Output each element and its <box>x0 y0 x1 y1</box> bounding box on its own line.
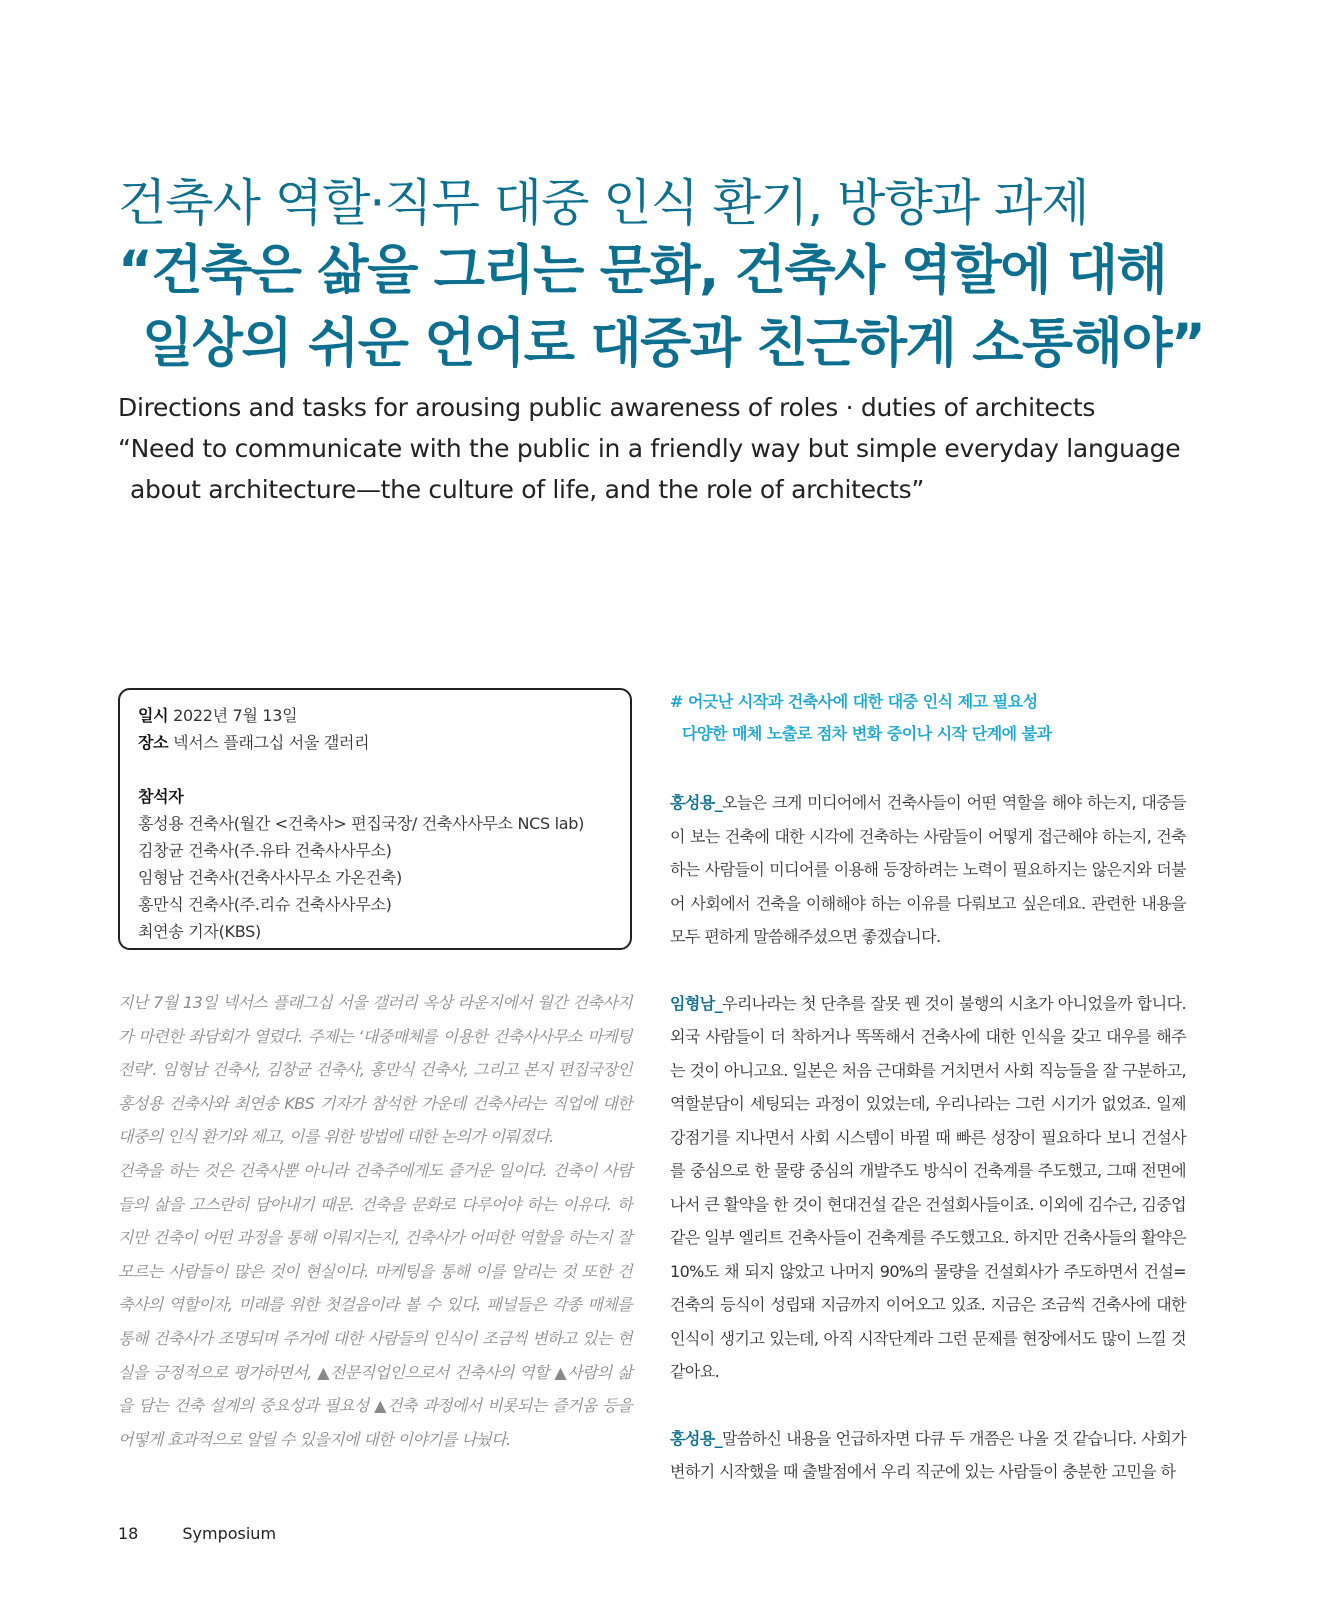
intro-paragraph-1: 지난 7월 13일 넥서스 플래그십 서울 갤러리 옥상 라운지에서 월간 건축사지가 마련한 좌담회가 열렸다. 주제는 ‘대중매체를 이용한 건축사사무소 마케팅 전략’. 임형남 건축사, 김창균 건축사, 홍만식 건축사, 그리고 본지 편집국장인 홍성용 건축사와 최연송 KBS 기자가 참석한 가운데 건축사라는 직업에 대한 대중의 인식 환기와 제고, 이를 위한 방법에 대한 논의가 이뤄졌다. <box>118 993 632 1147</box>
intro-paragraph-2: 건축을 하는 것은 건축사뿐 아니라 건축주에게도 즐거운 일이다. 건축이 사람들의 삶을 고스란히 담아내기 때문. 건축을 문화로 다루어야 하는 이유다. 하지만 건축이 어떤 과정을 통해 이뤄지는지, 건축사가 어떠한 역할을 하는지 잘 모르는 사람들이 많은 것이 현실이다. 마케팅을 통해 이를 알리는 것 또한 건축사의 역할이자, 미래를 위한 첫걸음이라 볼 수 있다. 패널들은 각종 매체를 통해 건축사가 조명되며 주거에 대한 사람들의 인식이 조금씩 변하고 있는 현실을 긍정적으로 평가하면서, ▲전문직업인으로서 건축사의 역할 ▲사람의 삶을 담는 건축 설계의 중요성과 필요성 ▲건축 과정에서 비롯되는 즐거움 등을 어떻게 효과적으로 알릴 수 있을지에 대한 이야기를 나눴다. <box>118 1160 632 1449</box>
title-line-2: “건축은 삶을 그리는 문화, 건축사 역할에 대해 <box>118 240 1167 301</box>
participant-item: 홍성용 건축사(월간 <건축사> 편집국장/ 건축사사무소 NCS lab) <box>138 814 585 833</box>
speaker-text: 말씀하신 내용을 언급하자면 다큐 두 개쯤은 나올 것 같습니다. 사회가 변하기 시작했을 때 출발점에서 우리 직군에 있는 사람들이 충분한 고민을 하 <box>670 1428 1186 1481</box>
section-heading <box>670 686 1186 750</box>
dialogue-paragraph <box>670 1422 1186 1489</box>
speaker-name: 홍성용_ <box>670 793 722 812</box>
dialogue-paragraph <box>670 786 1186 954</box>
speaker-text: 오늘은 크게 미디어에서 건축사들이 어떤 역할을 해야 하는지, 대중들이 보는 건축에 대한 시각에 건축하는 사람들이 어떻게 접근해야 하는지, 건축하는 사람들이 미디어를 이용해 등장하려는 노력이 필요하지는 않은지와 더불어 사회에서 건축을 이해해야 하는 이유를 다뤄보고 싶은데요. 관련한 내용을 모두 편하게 말씀해주셨으면 좋겠습니다. <box>670 793 1186 946</box>
intro-text <box>118 986 632 1456</box>
participant-item: 김창균 건축사(주.유타 건축사사무소) <box>138 841 392 860</box>
date-value: 2022년 7월 13일 <box>168 706 298 725</box>
place-value: 넥서스 플래그십 서울 갤러리 <box>168 733 370 752</box>
place-label: 장소 <box>138 733 169 752</box>
title-line-1: 건축사 역할·직무 대중 인식 환기, 방향과 과제 <box>118 174 1089 232</box>
event-info-box <box>118 688 632 950</box>
speaker-name: 홍성용_ <box>670 1428 722 1448</box>
speaker-text: 우리나라는 첫 단추를 잘못 꿴 것이 불행의 시초가 아니었을까 합니다. 외국 사람들이 더 착하거나 똑똑해서 건축사에 대한 인식을 갖고 대우를 해주는 것이 아니고요. 일본은 처음 근대화를 거치면서 사회 직능들을 잘 구분하고, 역할분담이 세팅되는 과정이 있었는데, 우리나라는 그런 시기가 없었죠. 일제 강점기를 지나면서 사회 시스템이 바뀔 때 빠른 성장이 필요하다 보니 건설사를 중심으로 한 물량 중심의 개발주도 방식이 건축계를 주도했고, 그때 전면에 나서 큰 활약을 한 것이 현대건설 같은 건설회사들이죠. 이외에 김수근, 김중업 같은 일부 엘리트 건축사들이 건축계를 주도했고요. 하지만 건축사들의 활약은 10%도 채 되지 않았고 나머지 90%의 물량을 건설회사가 주도하면서 건설=건축의 등식이 성립돼 지금까지 이어오고 있죠. 지금은 조금씩 건축사에 대한 인식이 생기고 있는데, 아직 시작단계라 그런 문제를 현장에서도 많이 느낄 것 같아요. <box>670 993 1186 1381</box>
page-number: 18 <box>118 1524 139 1543</box>
english-title-line-1: Directions and tasks for arousing public awareness of roles · duties of architects <box>118 393 1096 422</box>
participant-item: 최연송 기자(KBS) <box>138 922 261 941</box>
section-heading-line-2: 다양한 매체 노출로 점차 변화 중이나 시작 단계에 불과 <box>682 724 1052 743</box>
participant-item: 홍만식 건축사(주.리슈 건축사사무소) <box>138 895 392 914</box>
date-label: 일시 <box>138 706 169 725</box>
date-row <box>138 702 612 729</box>
section-heading-line-1: # 어긋난 시작과 건축사에 대한 대중 인식 제고 필요성 <box>670 692 1038 711</box>
place-row <box>138 729 612 756</box>
page-footer <box>118 1524 276 1543</box>
info-spacer <box>138 756 612 783</box>
title-line-3: 일상의 쉬운 언어로 대중과 친근하게 소통해야” <box>142 313 1205 374</box>
dialogue-paragraph <box>670 987 1186 1389</box>
participant-item: 임형남 건축사(건축사사무소 가온건축) <box>138 868 402 887</box>
dialogue-column <box>670 686 1186 1489</box>
english-title-line-2: “Need to communicate with the public in a friendly way but simple everyday language <box>118 434 1181 463</box>
english-title-block <box>118 387 1238 510</box>
speaker-name: 임형남_ <box>670 993 722 1013</box>
participants-label: 참석자 <box>138 787 184 806</box>
section-name: Symposium <box>182 1524 277 1543</box>
english-title-line-3: about architecture—the culture of life, and the role of architects” <box>130 475 925 504</box>
title-block <box>118 172 1218 380</box>
